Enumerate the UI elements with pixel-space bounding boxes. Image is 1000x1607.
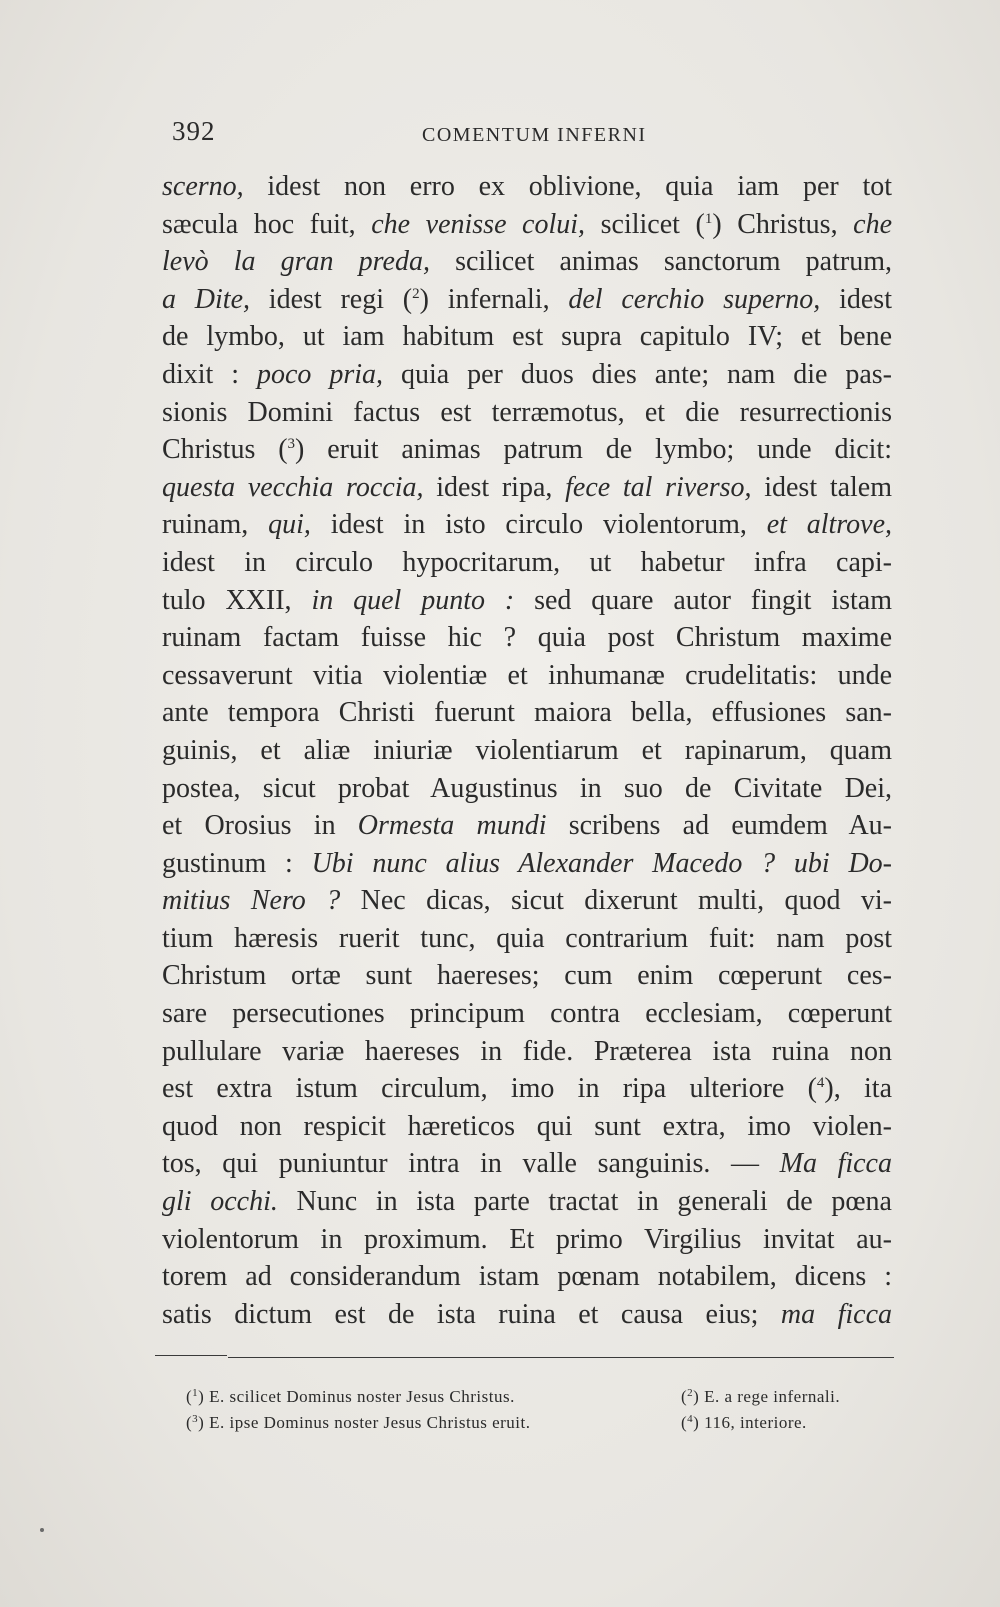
text-line <box>162 206 892 244</box>
italic-quotation: poco pria, <box>257 358 384 390</box>
text-line <box>162 281 892 319</box>
text-line <box>162 619 892 657</box>
text-line <box>162 356 892 394</box>
italic-quotation: Ubi nunc alius Alexander Macedo ? ubi Do- <box>311 847 892 879</box>
text-span: Christum ortæ sunt haereses; cum enim cœperunt ces- <box>162 960 892 992</box>
text-span: torem ad considerandum istam pœnam notabilem, dicens : <box>162 1261 892 1293</box>
italic-quotation: fece tal riverso, <box>565 471 752 503</box>
text-span: sed quare autor fingit istam <box>514 584 892 616</box>
text-span: idest non erro ex oblivione, quia iam per tot <box>243 171 892 202</box>
text-span: ), ita <box>824 1073 892 1105</box>
page-number: 392 <box>172 116 216 146</box>
footnote-marker: 3 <box>192 1413 199 1425</box>
text-span: ruinam, <box>162 509 269 541</box>
footnote-4: ($^4$) 116, interiore. <box>681 1413 807 1432</box>
text-line <box>162 770 892 808</box>
italic-quotation: mitius Nero ? <box>162 885 341 917</box>
text-span: idest ripa, <box>423 471 566 503</box>
text-span: quia per duos dies ante; nam die pas- <box>383 358 892 390</box>
italic-quotation: questa vecchia roccia, <box>162 471 424 503</box>
text-line <box>162 318 892 356</box>
text-span: dixit : <box>162 358 257 390</box>
text-span: scribens ad eumdem Au- <box>546 810 892 842</box>
text-line <box>162 1033 892 1071</box>
text-span: idest in circulo hypocritarum, ut habetur infra capi- <box>162 546 892 578</box>
text-line <box>162 1070 892 1108</box>
footnote-text: 116, interiore. <box>704 1413 807 1432</box>
text-span: scilicet animas sanctorum patrum, <box>429 246 892 278</box>
text-line <box>162 920 892 958</box>
text-span: tulo XXII, <box>162 584 312 616</box>
footnote-rule <box>228 1357 894 1358</box>
text-line <box>162 845 892 883</box>
footnote-marker: 2 <box>687 1387 694 1399</box>
text-span: satis dictum est de ista ruina et causa eius; <box>162 1298 781 1330</box>
text-line <box>162 1258 892 1296</box>
paper-speck <box>40 1528 44 1532</box>
body-text <box>162 168 892 1333</box>
text-span: Nec dicas, sicut dixerunt multi, quod vi- <box>340 885 892 917</box>
footnote-text: E. a rege infernali. <box>704 1387 841 1406</box>
footnote-text: E. scilicet Dominus noster Jesus Christus. <box>209 1387 515 1406</box>
text-line <box>162 995 892 1033</box>
text-line <box>162 957 892 995</box>
text-line <box>162 694 892 732</box>
italic-quotation: Ma ficca <box>779 1148 892 1180</box>
text-span: ruinam factam fuisse hic ? quia post Christum maxime <box>162 622 892 654</box>
text-span: cessaverunt vitia violentiæ et inhumanæ crudelitatis: unde <box>162 659 892 691</box>
text-span: quod non respicit hæreticos qui sunt extra, imo violen- <box>162 1110 892 1142</box>
footnote-3: ($^3$) E. ipse Dominus noster Jesus Christus eruit. <box>186 1413 531 1432</box>
text-line <box>162 1145 892 1183</box>
text-line <box>162 1183 892 1221</box>
text-span: ante tempora Christi fuerunt maiora bella, effusiones san- <box>162 697 892 729</box>
text-span: ) infernali, <box>419 283 569 315</box>
text-line <box>162 732 892 770</box>
text-span: gustinum : <box>162 847 312 879</box>
text-span: violentorum in proximum. Et primo Virgilius invitat au- <box>162 1223 892 1255</box>
italic-quotation: che <box>853 208 892 240</box>
text-line <box>162 544 892 582</box>
text-span: ) Christus, <box>712 208 854 240</box>
text-span: idest in isto circulo violentorum, <box>310 509 767 541</box>
page-header <box>172 112 892 152</box>
text-span: idest <box>820 283 892 315</box>
text-span: sare persecutiones principum contra ecclesiam, cœperunt <box>162 998 892 1030</box>
text-line <box>162 469 892 507</box>
footnote-marker: 1 <box>192 1387 199 1399</box>
text-line <box>162 168 892 206</box>
text-line <box>162 657 892 695</box>
text-span: de lymbo, ut iam habitum est supra capitulo IV; et bene <box>162 321 892 353</box>
text-span: postea, sicut probat Augustinus in suo de Civitate Dei, <box>162 772 892 804</box>
text-line <box>162 582 892 620</box>
text-line <box>162 1296 892 1334</box>
italic-quotation: levò la gran preda, <box>162 246 430 278</box>
text-span: et Orosius in <box>162 810 358 842</box>
text-span: sæcula hoc fuit, <box>162 208 372 240</box>
text-span: pullulare variæ haereses in fide. Præterea ista ruina non <box>162 1035 892 1067</box>
italic-quotation: Ormesta mundi <box>357 810 547 842</box>
footnote-reference: 3 <box>287 436 296 453</box>
text-line <box>162 1221 892 1259</box>
footnote-rule-short <box>155 1355 227 1356</box>
running-title: COMENTUM INFERNI <box>422 124 647 146</box>
footnote-row <box>186 1384 896 1410</box>
text-span: scilicet ( <box>585 208 705 240</box>
text-span: ) eruit animas patrum de lymbo; unde dicit: <box>295 434 892 466</box>
text-line <box>162 506 892 544</box>
footnote-reference: 1 <box>704 210 713 227</box>
text-span: sionis Domini factus est terræmotus, et die resurrectionis <box>162 396 892 428</box>
footnote-row <box>186 1410 896 1436</box>
text-span: Nunc in ista parte tractat in generali de pœna <box>277 1186 892 1218</box>
italic-quotation: che venisse colui, <box>371 208 586 240</box>
footnotes <box>186 1384 896 1436</box>
text-line <box>162 882 892 920</box>
footnote-text: E. ipse Dominus noster Jesus Christus eruit. <box>209 1413 531 1432</box>
italic-quotation: a Dite, <box>162 283 250 315</box>
text-span: tium hæresis ruerit tunc, quia contrarium fuit: nam post <box>162 922 892 954</box>
text-line <box>162 394 892 432</box>
text-span: tos, qui puniuntur intra in valle sanguinis. — <box>162 1148 780 1180</box>
text-line <box>162 243 892 281</box>
italic-quotation: in quel punto : <box>311 584 515 616</box>
footnote-1: ($^1$) E. scilicet Dominus noster Jesus Christus. <box>186 1387 515 1406</box>
text-line <box>162 431 892 469</box>
footnote-marker: 4 <box>687 1413 694 1425</box>
italic-quotation: scerno, <box>162 171 244 202</box>
italic-quotation: ma ficca <box>780 1298 892 1330</box>
text-span: idest talem <box>751 471 892 503</box>
italic-quotation: qui, <box>268 509 311 541</box>
text-line <box>162 1108 892 1146</box>
text-span: guinis, et aliæ iniuriæ violentiarum et rapinarum, quam <box>162 734 892 766</box>
text-span: Christus ( <box>162 434 288 466</box>
italic-quotation: del cerchio superno, <box>568 283 821 315</box>
italic-quotation: gli occhi. <box>162 1186 278 1218</box>
text-span: idest regi ( <box>250 283 413 315</box>
italic-quotation: et altrove, <box>766 509 892 541</box>
footnote-reference: 4 <box>816 1075 825 1092</box>
text-line <box>162 807 892 845</box>
text-span: est extra istum circulum, imo in ripa ulteriore ( <box>162 1073 817 1105</box>
footnote-reference: 2 <box>412 285 420 302</box>
footnote-2: ($^2$) E. a rege infernali. <box>681 1387 841 1406</box>
